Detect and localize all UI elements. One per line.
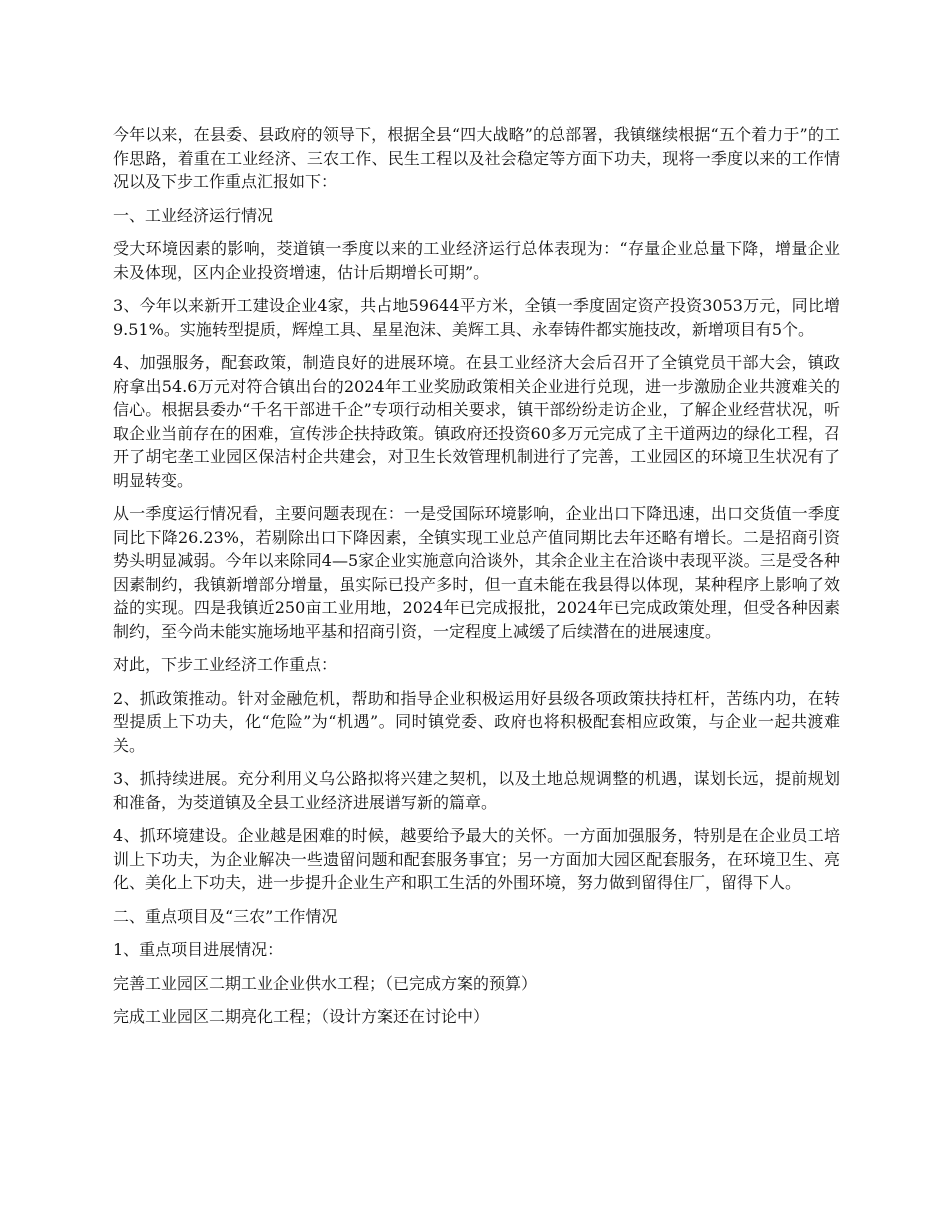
section-heading-key-projects: 二、重点项目及“三农”工作情况	[113, 906, 338, 926]
intro-paragraph: 今年以来，在县委、县政府的领导下，根据全县“四大战略”的总部署，我镇继续根据“五个着力于”的工作思路，着重在工业经济、三农工作、民生工程以及社会稳定等方面下功夫，现将一季度以来的工作情况以及下步工作重点汇报如下：	[113, 125, 840, 191]
section-heading-industrial-economy: 一、工业经济运行情况	[113, 205, 274, 225]
paragraph-policy-push: 2、抓政策推动。针对金融危机，帮助和指导企业积极运用好县级各项政策扶持杠杆，苦练内功，在转型提质上下功夫，化“危险”为“机遇”。同时镇党委、政府也将积极配套相应政策，与企业一起共渡难关。	[113, 688, 840, 755]
paragraph-sustained-progress: 3、抓持续进展。充分利用义乌公路拟将兴建之契机，以及土地总规调整的机遇，谋划长远，提前规划和准备，为茭道镇及全县工业经济进展谱写新的篇章。	[113, 769, 840, 812]
project-item-water-supply: 完善工业园区二期工业企业供水工程；（已完成方案的预算）	[113, 973, 538, 993]
project-item-lighting: 完成工业园区二期亮化工程；（设计方案还在讨论中）	[113, 1007, 490, 1026]
document-body	[113, 123, 840, 1039]
paragraph-next-steps-intro: 对此，下步工业经济工作重点：	[113, 655, 338, 674]
paragraph-service-policy: 4、加强服务，配套政策，制造良好的进展环境。在县工业经济大会后召开了全镇党员干部大会，镇政府拿出54.6万元对符合镇出台的2024年工业奖励政策相关企业进行兑现，进一步激励企业共渡难关的信心。根据县委办“千名干部进千企”专项行动相关要求，镇干部纷纷走访企业，了解企业经营状况，听取企业当前存在的困难，宣传涉企扶持政策。镇政府还投资60多万元完成了主干道两边的绿化工程，召开了胡宅垄工业园区保洁村企共建会，对卫生长效管理机制进行了完善，工业园区的环境卫生状况有了明显转变。	[113, 353, 840, 490]
paragraph-overview: 受大环境因素的影响，茭道镇一季度以来的工业经济运行总体表现为：“存量企业总量下降，增量企业未及体现，区内企业投资增速，估计后期增长可期”。	[113, 239, 840, 282]
paragraph-problems: 从一季度运行情况看，主要问题表现在：一是受国际环境影响，企业出口下降迅速，出口交货值一季度同比下降26.23%，若剔除出口下降因素，全镇实现工业总产值同期比去年还略有增长。二是招商引资势头明显减弱。今年以来除同4—5家企业实施意向洽谈外，其余企业主在洽谈中表现平淡。三是受各种因素制约，我镇新增部分增量，虽实际已投产多时，但一直未能在我县得以体现，某种程序上影响了效益的实现。四是我镇近250亩工业用地，2024年已完成报批，2024年已完成政策处理，但受各种因素制约，至今尚未能实施场地平基和招商引资，一定程度上减缓了后续潜在的进展速度。	[113, 504, 840, 641]
paragraph-environment-building: 4、抓环境建设。企业越是困难的时候，越要给予最大的关怀。一方面加强服务，特别是在企业员工培训上下功夫，为企业解决一些遗留问题和配套服务事宜；另一方面加大园区配套服务，在环境卫生、亮化、美化上下功夫，进一步提升企业生产和职工生活的外围环境，努力做到留得住厂，留得下人。	[113, 826, 840, 892]
paragraph-new-enterprises: 3、今年以来新开工建设企业4家，共占地59644平方米，全镇一季度固定资产投资3053万元，同比增9.51%。实施转型提质，辉煌工具、星星泡沫、美辉工具、永奉铸件都实施技改，新增项目有5个。	[113, 296, 840, 339]
subheading-key-project-progress: 1、重点项目进展情况：	[113, 940, 284, 959]
